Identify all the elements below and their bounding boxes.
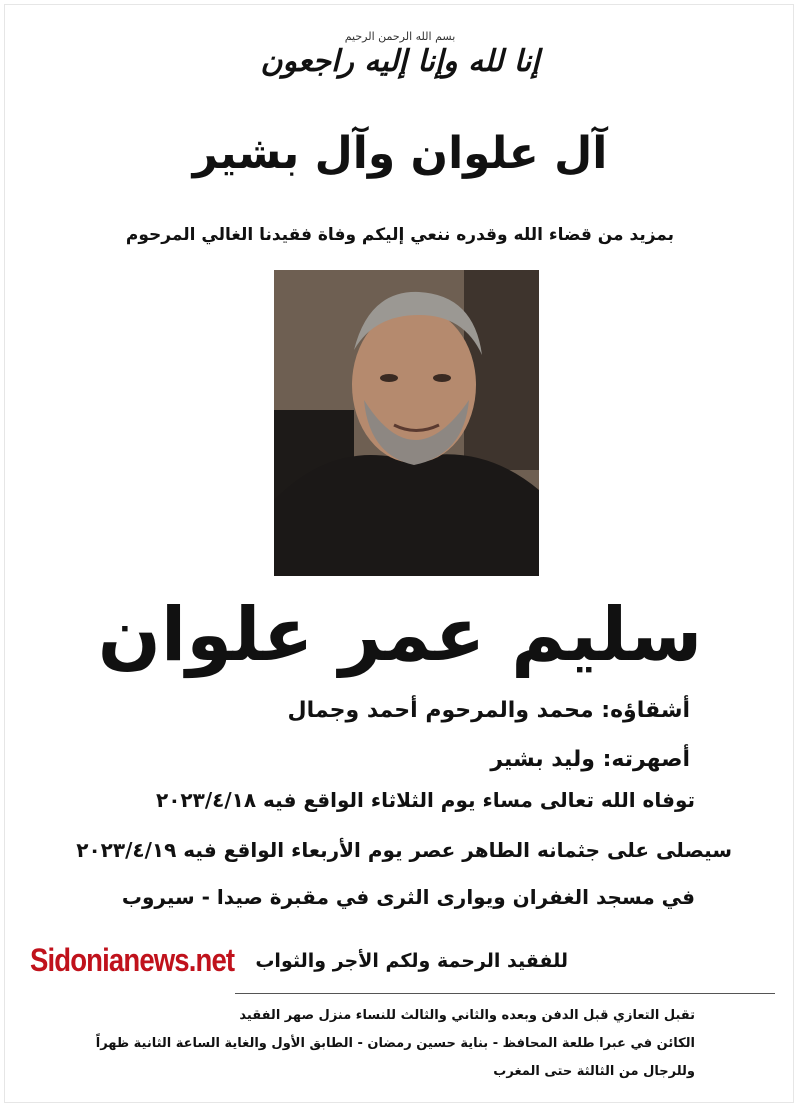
condolence-line-1: تقبل التعازي قبل الدفن وبعده والثاني والثالث للنساء منزل صهر الفقيد	[239, 1008, 695, 1023]
burial-location-line: في مسجد الغفران ويوارى الثرى في مقبرة صيدا - سيروب	[121, 885, 695, 909]
deceased-name: سليم عمر علوان	[97, 592, 703, 678]
death-date-line: توفاه الله تعالى مساء يوم الثلاثاء الواقع فيه ٢٠٢٣/٤/١٨	[156, 788, 695, 812]
watermark: Sidonianews.net	[30, 942, 235, 978]
families-title: آل علوان وآل بشير	[192, 128, 608, 179]
condolence-line-2: الكائن في عبرا طلعة المحافظ - بناية حسين رمضان - الطابق الأول والغاية الساعة الثانية ظهراً	[95, 1036, 695, 1051]
divider	[235, 993, 775, 994]
quran-verse: إنا لله وإنا إليه راجعون	[260, 44, 540, 79]
deceased-photo	[274, 270, 539, 576]
condolence-line-3: وللرجال من الثالثة حتى المغرب	[493, 1064, 695, 1079]
siblings-line: أشقاؤه: محمد والمرحوم أحمد وجمال	[287, 698, 690, 723]
announcement-intro: بمزيد من قضاء الله وقدره ننعي إليكم وفاة فقيدنا الغالي المرحوم	[125, 225, 675, 245]
in-laws-line: أصهرته: وليد بشير	[490, 747, 690, 772]
basmala: بسم الله الرحمن الرحيم	[344, 30, 456, 43]
closing-line: للفقيد الرحمة ولكم الأجر والثواب	[255, 950, 568, 972]
funeral-prayer-line: سيصلى على جثمانه الطاهر عصر يوم الأربعاء الواقع فيه ٢٠٢٣/٤/١٩	[76, 838, 732, 862]
